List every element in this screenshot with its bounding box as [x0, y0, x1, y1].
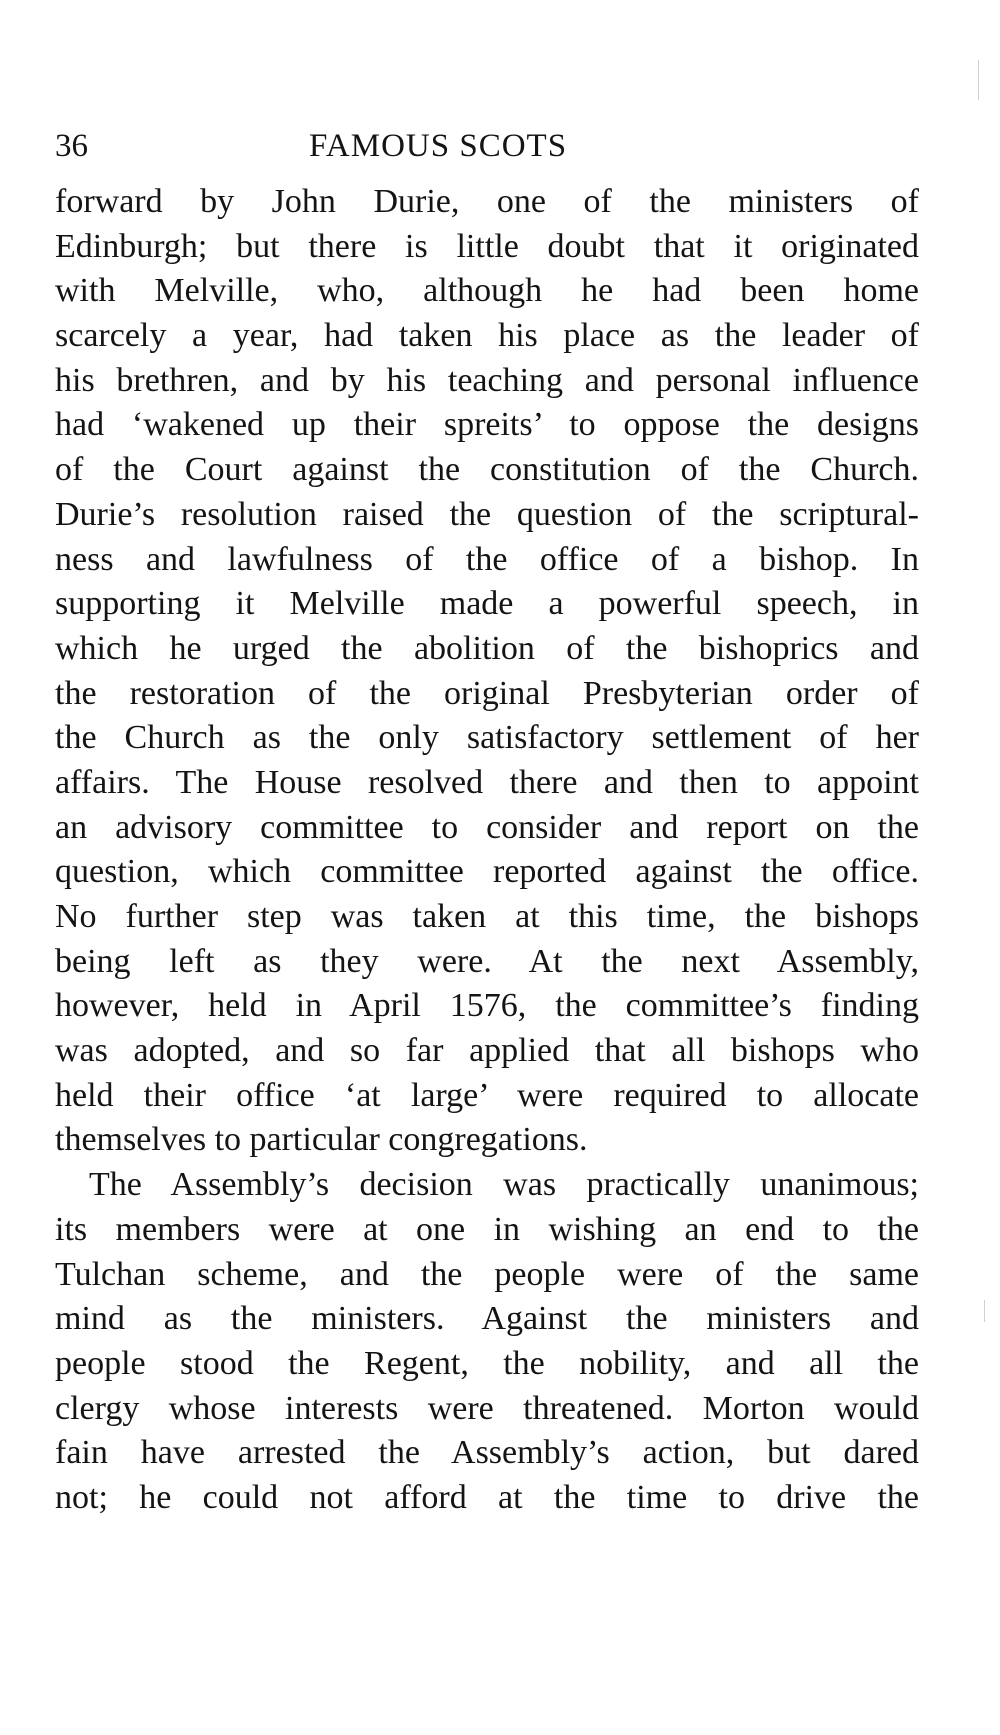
text-line: which he urged the abolition of the bishoprics and [55, 629, 919, 667]
page-header [55, 126, 919, 166]
scan-edge-mark [978, 60, 979, 100]
text-line: not; he could not afford at the time to drive the [55, 1478, 919, 1516]
text-line: was adopted, and so far applied that all bishops who [55, 1032, 919, 1070]
body-text [55, 180, 919, 1521]
text-line: an advisory committee to consider and report on the [55, 808, 919, 846]
text-line: fain have arrested the Assembly’s action, but dared [55, 1434, 919, 1472]
text-line: ness and lawfulness of the office of a bishop. In [55, 540, 919, 578]
page-number: 36 [55, 128, 88, 164]
text-line: No further step was taken at this time, the bishops [55, 898, 919, 935]
text-line: Edinburgh; but there is little doubt that it originated [55, 227, 919, 265]
text-line: with Melville, who, although he had been home [55, 272, 919, 310]
text-line: its members were at one in wishing an end to the [55, 1210, 919, 1248]
text-line: Tulchan scheme, and the people were of the same [55, 1255, 919, 1293]
text-line: his brethren, and by his teaching and personal influence [55, 361, 919, 399]
text-line: clergy whose interests were threatened. Morton would [55, 1389, 919, 1427]
text-line: however, held in April 1576, the committee’s finding [55, 987, 919, 1025]
paragraph [55, 1163, 919, 1521]
text-line: people stood the Regent, the nobility, and all the [55, 1344, 919, 1382]
text-line: the Church as the only satisfactory settlement of her [55, 719, 919, 757]
text-line: had ‘wakened up their spreits’ to oppose the designs [55, 406, 919, 444]
text-line: affairs. The House resolved there and then to appoint [55, 763, 919, 801]
text-line: themselves to particular congregations. [55, 1121, 588, 1159]
text-line: The Assembly’s decision was practically unanimous; [89, 1166, 919, 1204]
text-line: Durie’s resolution raised the question of the scriptural- [55, 495, 919, 533]
text-line: held their office ‘at large’ were required to allocate [55, 1076, 919, 1114]
text-line: the restoration of the original Presbyterian order of [55, 674, 919, 712]
running-title: FAMOUS SCOTS [309, 128, 568, 164]
text-line: being left as they were. At the next Assembly, [55, 942, 919, 980]
scan-edge-mark [984, 1300, 985, 1322]
text-line: question, which committee reported against the office. [55, 853, 919, 891]
text-line: supporting it Melville made a powerful speech, in [55, 585, 919, 623]
text-line: forward by John Durie, one of the ministers of [55, 183, 919, 220]
text-line: mind as the ministers. Against the ministers and [55, 1300, 919, 1338]
text-line: scarcely a year, had taken his place as the leader of [55, 317, 919, 355]
paragraph [55, 180, 919, 1163]
text-line: of the Court against the constitution of the Church. [55, 451, 919, 489]
